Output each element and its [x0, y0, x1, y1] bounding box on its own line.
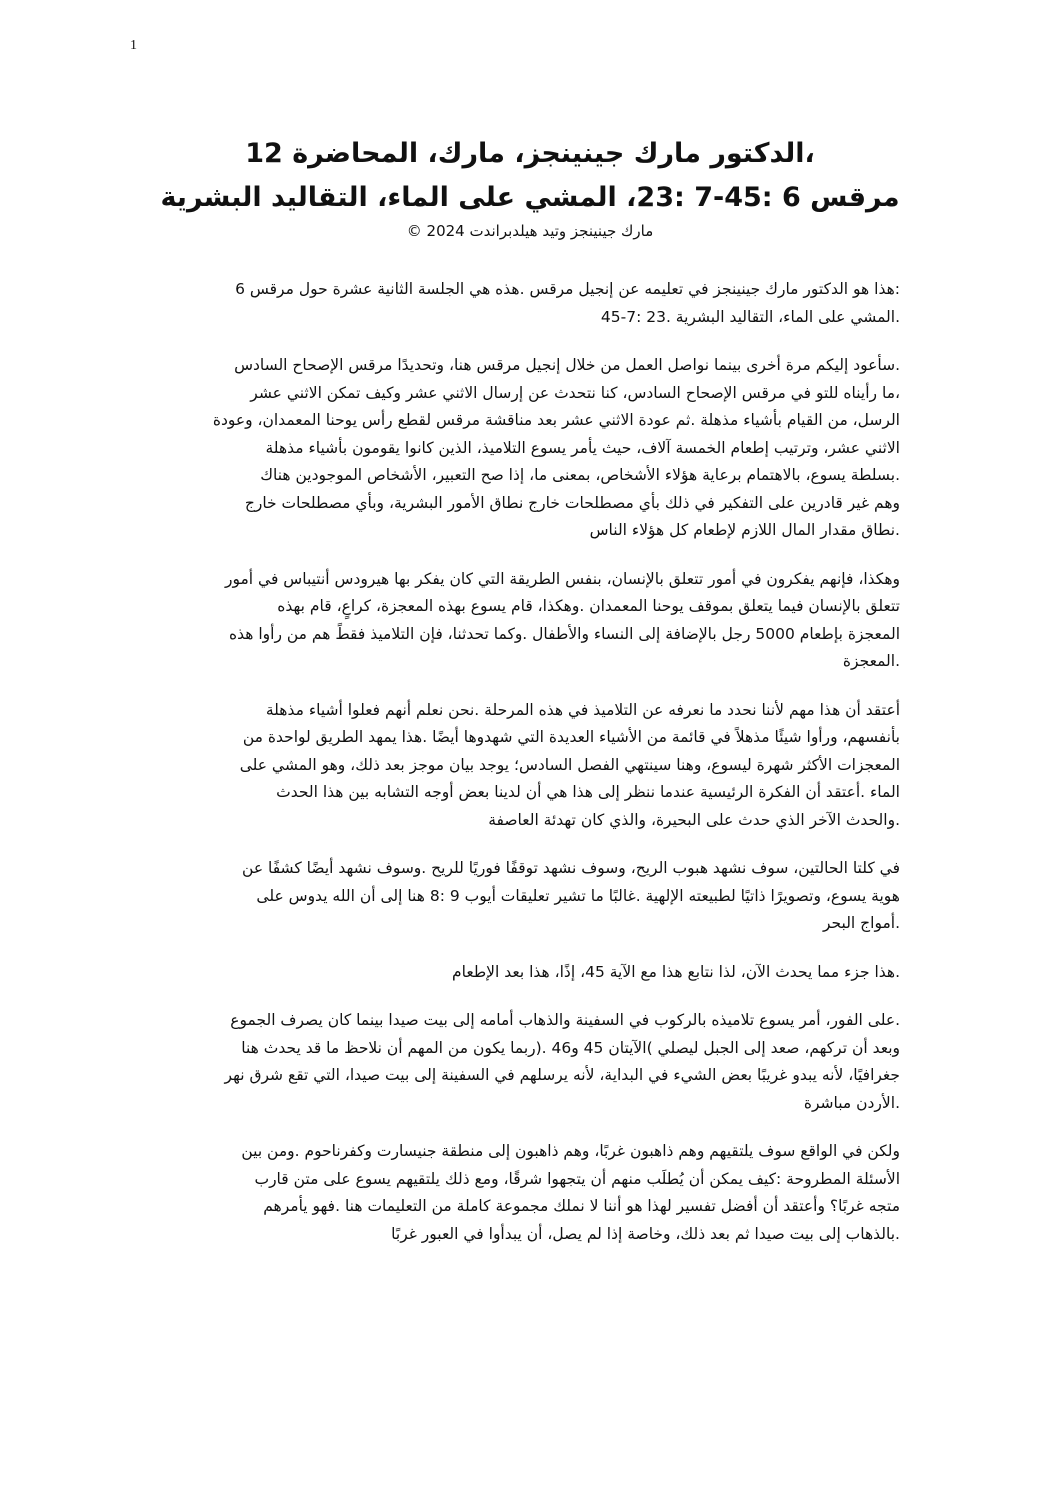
text-line: جغرافيًا، لأنه يبدو غريبًا بعض الشيء في البداية، لأنه يرسلهم في السفينة إلى بيت صيدا، التي تقع شرق نهر	[224, 1066, 900, 1084]
text-line: وهم غير قادرين على التفكير في ذلك بأي مصطلحات خارج نطاق الأمور البشرية، وبأي مصطلحات خارج	[244, 493, 900, 512]
text-line: تتعلق بالإنسان فيما يتعلق بموقف يوحنا المعمدان .وهكذا، قام يسوع بهذه المعجزة، كراعٍ، قام بهذه	[277, 597, 900, 615]
text-line: .هذا جزء مما يحدث الآن، لذا نتابع هذا مع الآية 45، إذًا، هذا بعد الإطعام	[452, 962, 900, 981]
text-line: الرسل، من القيام بأشياء مذهلة .ثم عودة الاثني عشر بعد مناقشة مرقس لقطع رأس يوحنا المعمدان، وعودة	[212, 411, 900, 429]
text-line: الأسئلة المطروحة :كيف يمكن أن يُطلَب منهم أن يتجهوا شرقًا، ومع ذلك يلتقيهم يسوع على متن قارب	[254, 1169, 900, 1188]
text-line: .نطاق مقدار المال اللازم لإطعام كل هؤلاء الناس	[589, 521, 900, 539]
text-line: وهكذا، فإنهم يفكرون في أمور تتعلق بالإنسان، بنفس الطريقة التي كان يفكر بها هيرودس أنتيباس في أمور	[225, 569, 900, 588]
paragraph	[125, 352, 900, 545]
title-line-2: مرقس 6 :45-7 :23، المشي على الماء، التقاليد البشرية	[160, 182, 900, 213]
text-line: أعتقد أن هذا مهم لأننا نحدد ما نعرفه عن التلاميذ في هذه المرحلة .نحن نعلم أنهم فعلوا أشياء مذهلة	[265, 700, 900, 719]
page-number: 1	[130, 38, 137, 53]
text-line: هوية يسوع، وتصويرًا ذاتيًا لطبيعته الإلهية .غالبًا ما تشير تعليقات أيوب 9 :8 هنا إلى أن الله يدوس على	[256, 886, 900, 905]
paragraph	[125, 566, 900, 676]
text-line: وبعد أن تركهم، صعد إلى الجبل ليصلي )الآيتان 45 و46 .(ربما يكون من المهم أن نلاحظ ما قد يحدث هنا	[241, 1038, 900, 1057]
text-line: .أمواج البحر	[822, 914, 900, 932]
document-body	[125, 276, 900, 1269]
text-line: في كلتا الحالتين، سوف نشهد هبوب الريح، وسوف نشهد توقفًا فوريًا للريح .وسوف نشهد أيضًا كشفًا عن	[242, 859, 900, 877]
text-line: ،ما رأيناه للتو في مرقس الإصحاح السادس، كنا نتحدث عن إرسال الاثني عشر وكيف تمكن الاثني عشر	[250, 383, 900, 402]
text-line: .الأردن مباشرة	[803, 1093, 900, 1112]
text-line: الماء .أعتقد أن الفكرة الرئيسية عندما ننظر إلى هذا هي أن لدينا بعض أوجه التشابه بين هذا الحدث	[276, 783, 900, 801]
text-line: .والحدث الآخر الذي حدث على البحيرة، والذي كان تهدئة العاصفة	[488, 810, 900, 829]
title-line-1: ،الدكتور مارك جينينجز، مارك، المحاضرة 12	[245, 138, 815, 169]
paragraph	[125, 1138, 900, 1248]
text-line: ولكن في الواقع سوف يلتقيهم وهم ذاهبون غربًا، وهم ذاهبون إلى منطقة جنيسارت وكفرناحوم .ومن بين	[241, 1142, 900, 1160]
paragraph	[125, 959, 900, 987]
text-line: :هذا هو الدكتور مارك جينينجز في تعليمه عن إنجيل مرقس .هذه هي الجلسة الثانية عشرة حول مرقس 6	[235, 280, 900, 298]
text-line: المعجزات الأكثر شهرة ليسوع، وهنا سينتهي الفصل السادس؛ يوجد بيان موجز بعد ذلك، وهو المشي على	[239, 755, 900, 774]
text-line: .سأعود إليكم مرة أخرى بينما نواصل العمل من خلال إنجيل مرقس هنا، وتحديدًا مرقس الإصحاح السادس	[234, 356, 900, 374]
text-line: متجه غربًا؟ وأعتقد أن أفضل تفسير لهذا هو أننا لا نملك مجموعة كاملة من التعليمات هنا .فهو يأمرهم	[263, 1197, 900, 1215]
text-line: الاثني عشر، وترتيب إطعام الخمسة آلاف، حيث يأمر يسوع التلاميذ، الذين كانوا يقومون بأشياء مذهلة	[265, 438, 900, 457]
paragraph	[125, 276, 900, 331]
text-line: .بالذهاب إلى بيت صيدا ثم بعد ذلك، وخاصة إذا لم يصل، أن يبدأوا في العبور غربًا	[391, 1224, 900, 1243]
paragraph	[125, 1007, 900, 1117]
text-line: .المعجزة	[842, 652, 900, 670]
copyright-notice: مارك جينينجز وتيد هيلدبراندت 2024 ©	[406, 222, 654, 240]
text-line: المعجزة بإطعام 5000 رجل بالإضافة إلى النساء والأطفال .وكما تحدثنا، فإن التلاميذ فقطً هم من رأوا هذه	[229, 624, 900, 643]
text-line: .على الفور، أمر يسوع تلاميذه بالركوب في السفينة والذهاب أمامه إلى بيت صيدا بينما كان يصرف الجموع	[230, 1011, 900, 1029]
document-title	[120, 132, 940, 220]
text-line: .بسلطة يسوع، بالاهتمام برعاية هؤلاء الأشخاص، بمعنى ما، إذا صح التعبير، الأشخاص الموجودين هناك	[260, 466, 900, 484]
paragraph	[125, 855, 900, 938]
text-line: بأنفسهم، ورأوا شيئًا مذهلاً في قائمة من الأشياء العديدة التي شهدوها أيضًا .هذا يمهد الطريق لواحدة من	[242, 728, 900, 746]
text-line: .المشي على الماء، التقاليد البشرية .23 :7-45	[600, 307, 900, 326]
paragraph	[125, 697, 900, 835]
